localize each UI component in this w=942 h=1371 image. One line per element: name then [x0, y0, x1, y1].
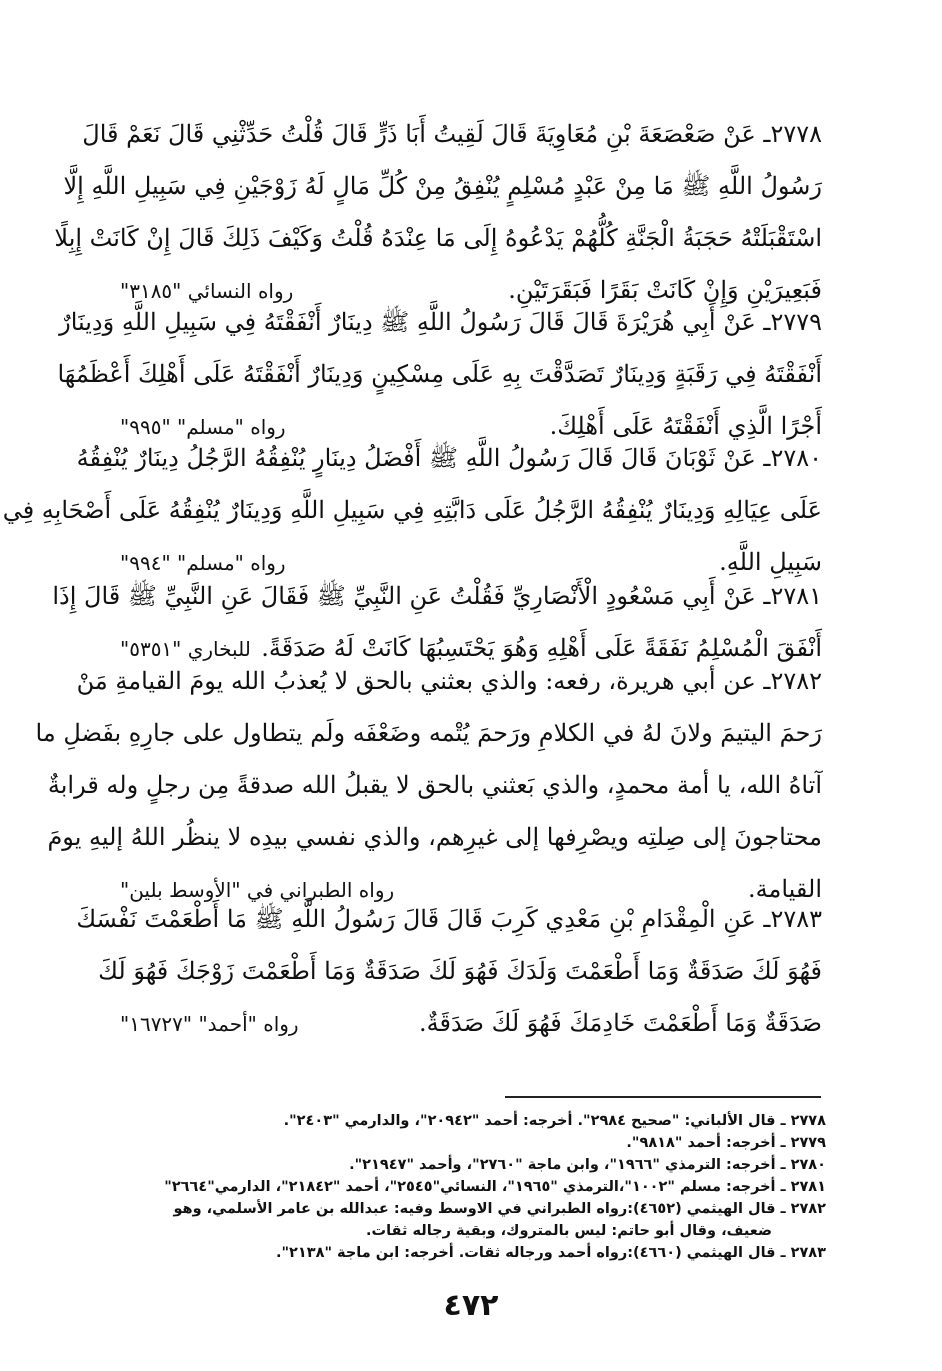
footnote: ٢٧٧٩ ـ أخرجه: أحمد "٩٨١٨".	[626, 1135, 826, 1151]
hadith-2782	[35, 655, 822, 915]
text-line: محتاجونَ إلى صِلتِه ويصْرِفها إلى غيرِهم، والذي نفسي بيدِه لا ينظُر اللهُ إليهِ يومَ	[47, 823, 822, 851]
text-line: ٢٧٨٠ـ عَنْ ثَوْبَانَ قَالَ قَالَ رَسُولُ اللَّهِ ﷺ أَفْضَلُ دِينَارٍ يُنْفِقُهُ الرَّجُلُ دِينَارٌ يُنْفِقُهُ	[76, 444, 822, 472]
hadith-source: للبخاري "٥٣٥١"	[120, 637, 251, 661]
text-line: أَنْفَقْتَهُ فِي رَقَبَةٍ وَدِينَارٌ تَصَدَّقْتَ بِهِ عَلَى مِسْكِينٍ وَدِينَارٌ أَنْفَقْتَهُ عَلَى أَهْلِكَ أَعْظَمُهَا	[57, 360, 822, 388]
hadith-source: رواه النسائي "٣١٨٥"	[120, 279, 294, 303]
last-line	[112, 997, 822, 1049]
text-line: فَبَعِيرَيْنِ وَإِنْ كَانَتْ بَقَرًا فَبَقَرَتَيْنِ.	[508, 276, 822, 304]
text-line: عَلَى عِيَالِهِ وَدِينَارٌ يُنْفِقُهُ الرَّجُلُ عَلَى دَابَّتِهِ فِي سَبِيلِ اللَّهِ وَدِينَارٌ يُنْفِقُهُ عَلَى أَصْحَابِهِ فِي	[2, 496, 822, 524]
hadith-source: رواه "أحمد" "١٦٧٢٧"	[120, 1012, 299, 1036]
hadith-2780	[2, 432, 822, 588]
text-line: ٢٧٨٢ـ عن أبي هريرة، رفعه: والذي بعثني بالحق لا يُعذبُ الله يومَ القيامةِ مَنْ	[76, 667, 822, 695]
hadith-source: رواه "مسلم" "٩٩٤"	[120, 551, 286, 575]
text-line: القيامة.	[747, 875, 822, 903]
text-line: رَسُولُ اللَّهِ ﷺ مَا مِنْ عَبْدٍ مُسْلِمٍ يُنْفِقُ مِنْ كُلِّ مَالٍ لَهُ زَوْجَيْنِ فِي سَبِيلِ اللَّهِ إِلَّا	[63, 172, 822, 200]
text-line: ٢٧٧٩ـ عَنْ أَبِي هُرَيْرَةَ قَالَ قَالَ رَسُولُ اللَّهِ ﷺ دِينَارٌ أَنْفَقْتَهُ فِي سَبِيلِ اللَّهِ وَدِينَارٌ	[59, 308, 822, 336]
text-line: سَبِيلِ اللَّهِ.	[719, 548, 822, 576]
text-line: أَنْفَقَ الْمُسْلِمُ نَفَقَةً عَلَى أَهْلِهِ وَهُوَ يَحْتَسِبُهَا كَانَتْ لَهُ صَدَقَةً.	[261, 634, 822, 662]
hadith-2779	[57, 296, 822, 452]
text-line: صَدَقَةٌ وَمَا أَطْعَمْتَ خَادِمَكَ فَهُوَ لَكَ صَدَقَةٌ.	[419, 1009, 822, 1037]
hadith-2783	[76, 893, 822, 1049]
footnote: ٢٧٨٢ ـ قال الهيثمي (٤٦٥٢):رواه الطبراني في الاوسط وفيه: عبدالله بن عامر الأسلمي، وهو	[173, 1201, 826, 1217]
text-line: ٢٧٧٨ـ عَنْ صَعْصَعَةَ بْنِ مُعَاوِيَةَ قَالَ لَقِيتُ أَبَا ذَرٍّ قَالَ قُلْتُ حَدِّثْنِي قَالَ نَعَمْ قَالَ	[82, 120, 822, 148]
footnote: ٢٧٨٣ ـ قال الهيثمي (٤٦٦٠):رواه أحمد ورجاله ثقات. أخرجه: ابن ماجة "٢١٣٨".	[275, 1245, 826, 1261]
footnote: ٢٧٧٨ ـ قال الألباني: "صحيح ٢٩٨٤". أخرجه: أحمد "٢٠٩٤٢"، والدارمي "٢٤٠٣".	[283, 1113, 826, 1129]
text-line: ٢٧٨١ـ عَنْ أَبِي مَسْعُودٍ الْأَنْصَارِيِّ فَقُلْتُ عَنِ النَّبِيِّ ﷺ فَقَالَ عَنِ النَّبِيِّ ﷺ قَالَ إِذَا	[52, 582, 822, 610]
footnote: ٢٧٨٠ ـ أخرجه: الترمذي "١٩٦٦"، وابن ماجة "٢٧٦٠"، وأحمد "٢١٩٤٧".	[349, 1157, 826, 1173]
footnote-divider	[505, 1096, 821, 1098]
text-line: أَجْرًا الَّذِي أَنْفَقْتَهُ عَلَى أَهْلِكَ.	[549, 412, 822, 440]
text-line: ٢٧٨٣ـ عَنِ الْمِقْدَامِ بْنِ مَعْدِي كَرِبَ قَالَ قَالَ رَسُولُ اللَّهِ ﷺ مَا أَطْعَمْتَ نَفْسَكَ	[76, 905, 822, 933]
text-line: آتاهُ الله، يا أمة محمدٍ، والذي بَعثني بالحق لا يقبلُ الله صدقةً مِن رجلٍ وله قرابةٌ	[47, 771, 822, 799]
hadith-2778	[54, 108, 822, 316]
footnote-continuation: ضعيف، وقال أبو حاتم: ليس بالمتروك، وبقية رجاله ثقات.	[366, 1223, 772, 1239]
text-line: فَهُوَ لَكَ صَدَقَةٌ وَمَا أَطْعَمْتَ وَلَدَكَ فَهُوَ لَكَ صَدَقَةٌ وَمَا أَطْعَمْتَ زَوْجَكَ فَهُوَ لَكَ	[98, 957, 822, 985]
footnotes	[112, 1110, 826, 1264]
text-line: اسْتَقْبَلَتْهُ حَجَبَةُ الْجَنَّةِ كُلُّهُمْ يَدْعُوهُ إِلَى مَا عِنْدَهُ قُلْتُ وَكَيْفَ ذَلِكَ قَالَ إِنْ كَانَتْ إِبِلًا	[54, 224, 822, 252]
hadith-source: رواه الطبراني في "الأوسط بلين"	[120, 878, 395, 902]
text-line: رَحمَ اليتيمَ ولانَ لهُ في الكلامِ ورَحمَ يُتْمه وضَعْفَه ولَم يتطاول على جارِهِ بفَضلِ ما	[35, 719, 822, 747]
page-number: ٤٧٢	[443, 1288, 499, 1323]
footnote: ٢٧٨١ ـ أخرجه: مسلم "١٠٠٢"،الترمذي "١٩٦٥"، النسائي"٢٥٤٥"، أحمد "٢١٨٤٢"، الدارمي"٢٦٦٤"	[164, 1179, 826, 1195]
hadith-source: رواه "مسلم" "٩٩٥"	[120, 415, 286, 439]
